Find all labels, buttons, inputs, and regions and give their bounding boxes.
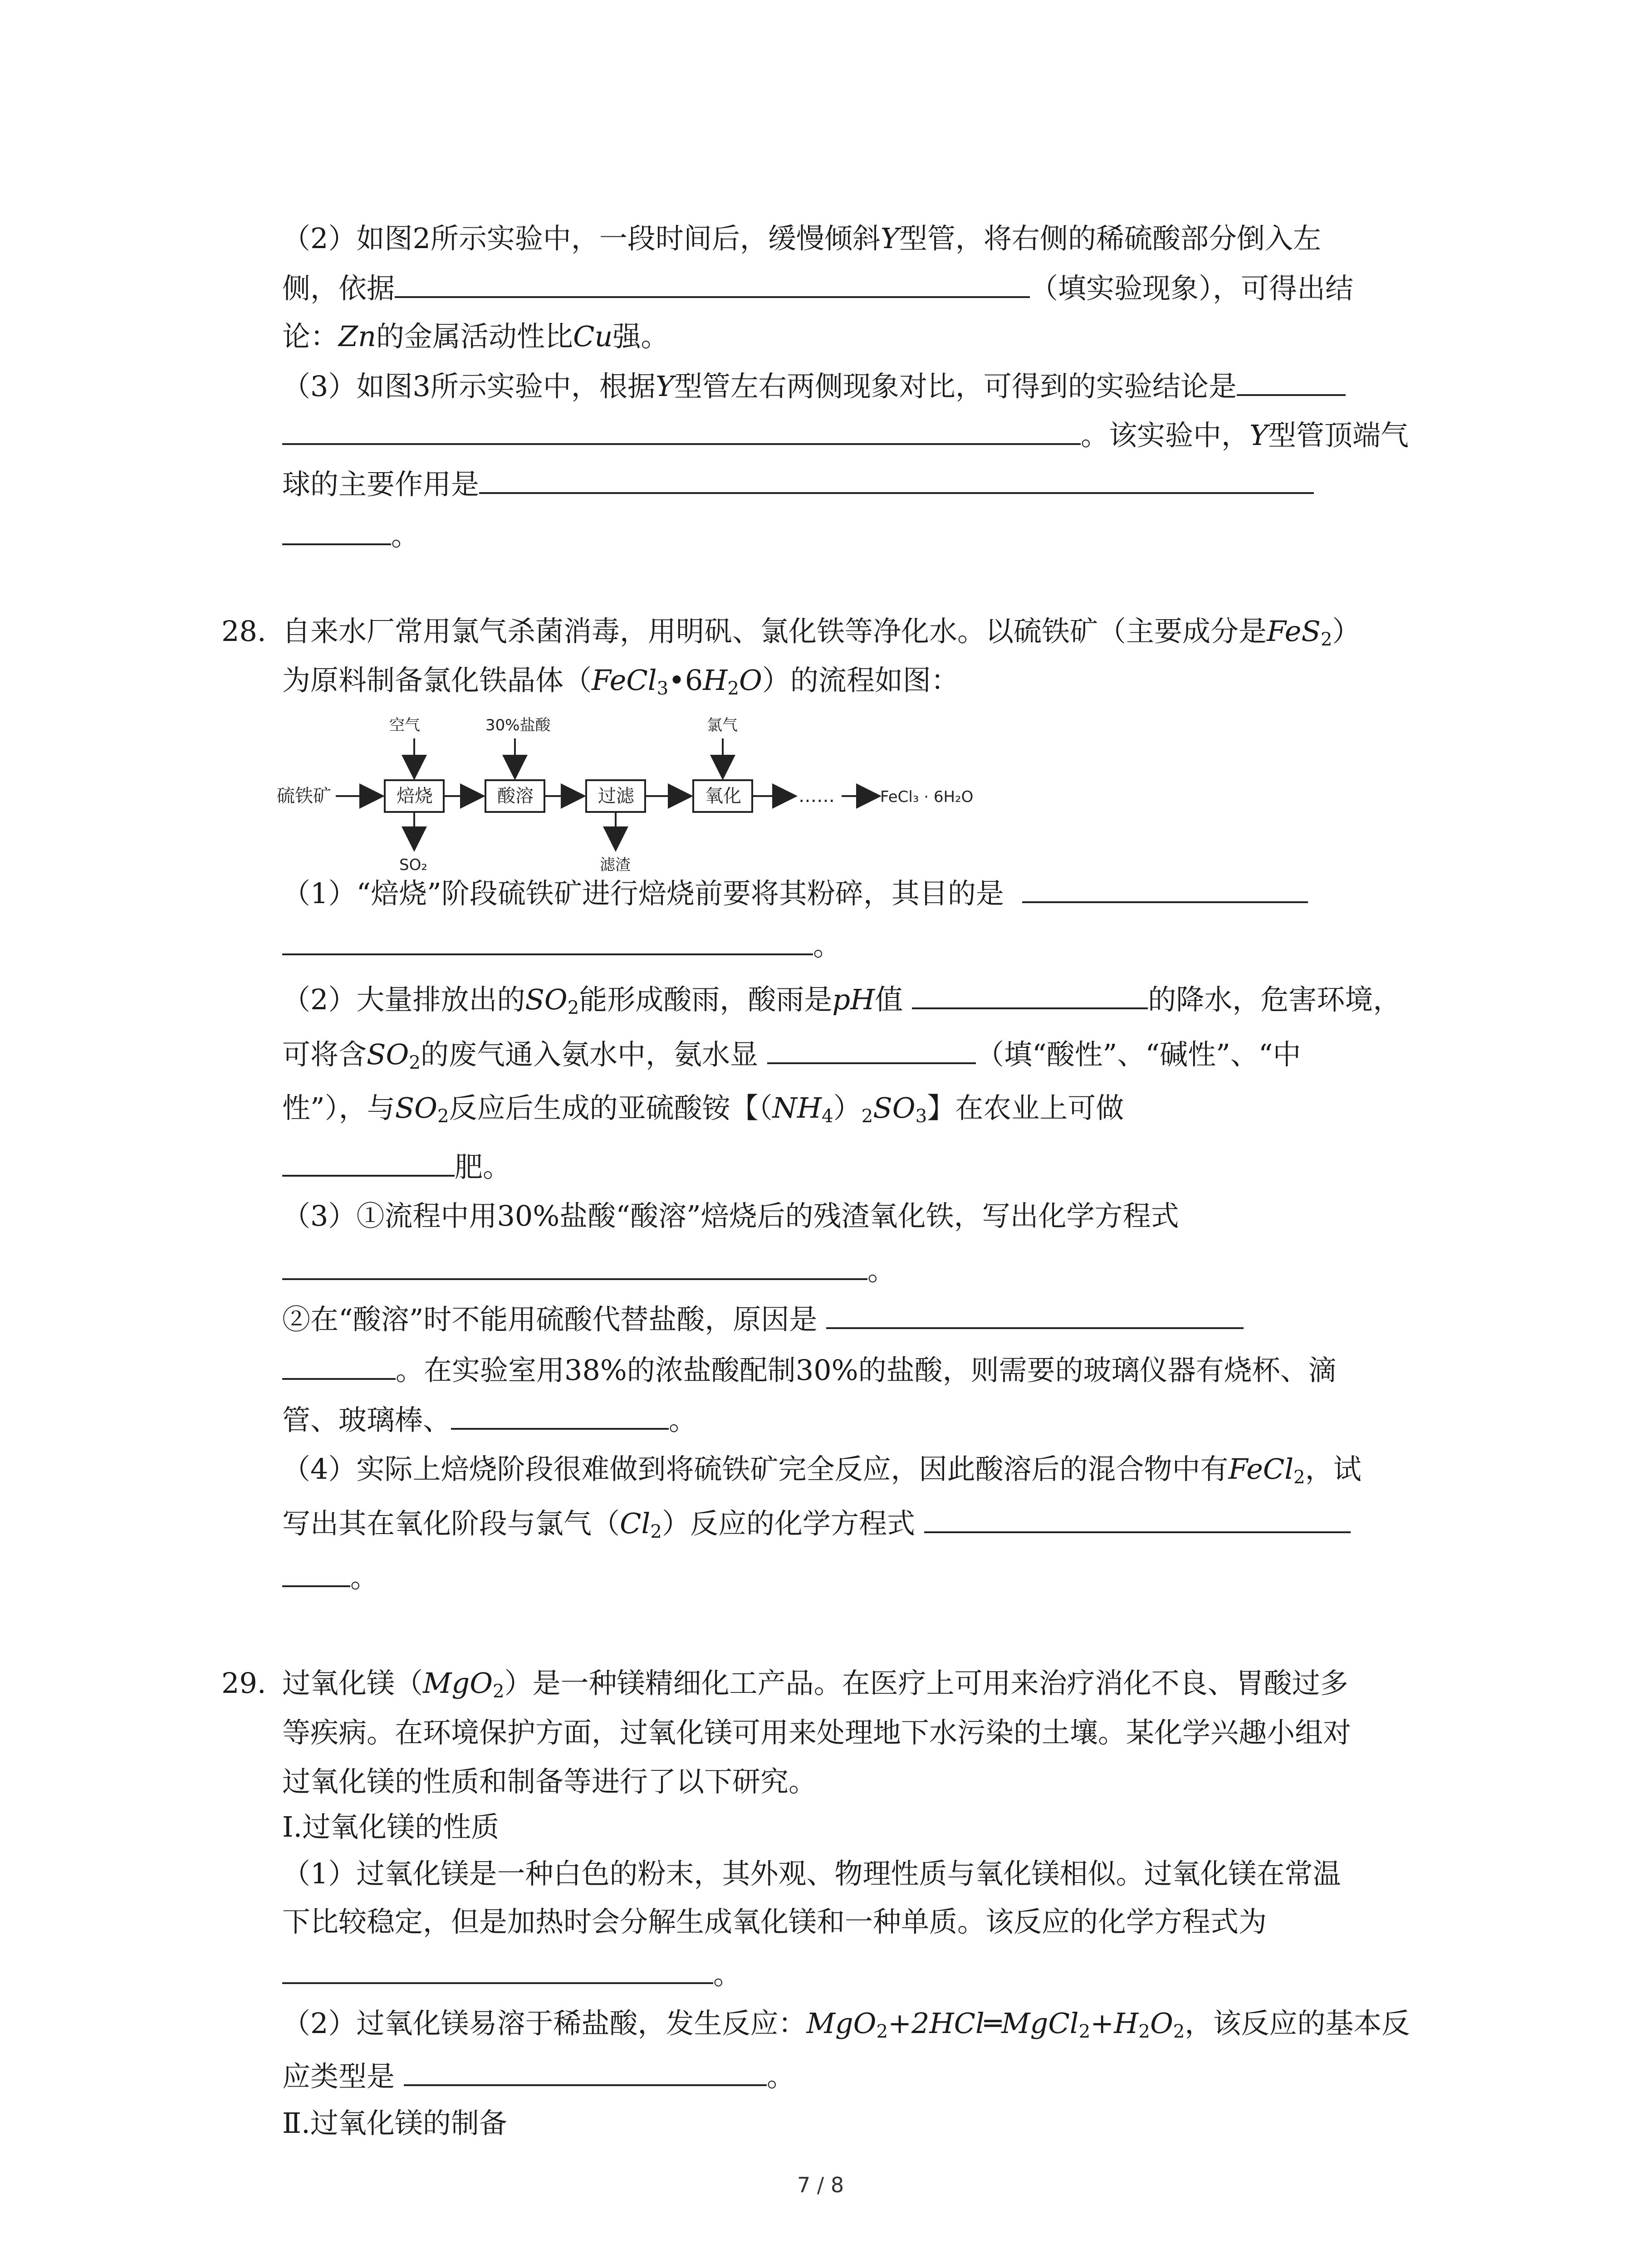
formula: Cu: [573, 320, 613, 353]
answer-blank[interactable]: [767, 1040, 976, 1064]
subscript: 2: [1138, 2021, 1150, 2043]
q28-part3-line1: [282, 1199, 1179, 1232]
subscript: 2: [1173, 2021, 1185, 2043]
q29-intro-line1: [282, 1669, 1348, 1701]
formula: +2HCl: [888, 2007, 985, 2040]
answer-blank[interactable]: [282, 1355, 396, 1380]
flow-output-so2: SO₂: [399, 856, 427, 874]
q29-section-2-heading: [282, 2107, 507, 2140]
formula: SO: [395, 1091, 438, 1124]
text: 。: [867, 1254, 896, 1287]
answer-blank[interactable]: [826, 1305, 1244, 1329]
q28-part3-line2: [282, 1256, 896, 1285]
q27-part2-line3: [282, 320, 669, 353]
text: •6: [668, 664, 703, 697]
answer-blank[interactable]: [912, 985, 1148, 1009]
answer-blank[interactable]: [282, 1960, 713, 1984]
text: 的金属活动性比: [376, 320, 573, 353]
subscript: 2: [727, 678, 739, 699]
text: 可将含: [282, 1038, 367, 1071]
answer-blank[interactable]: [395, 274, 1030, 298]
flow-output-residue: 滤渣: [600, 856, 631, 874]
text: 型管，将右侧的稀硫酸部分倒入左: [899, 222, 1321, 255]
text: （填实验现象），可得出结: [1030, 272, 1354, 305]
flow-box-label: 过滤: [598, 786, 634, 807]
q28-part4-line3: [282, 1563, 378, 1592]
flow-box-label: 氧化: [705, 786, 741, 807]
formula: SO: [367, 1038, 409, 1071]
page-number: 7 / 8: [797, 2173, 844, 2197]
text: 应类型是: [282, 2060, 395, 2093]
text: 的降水，危害环境，: [1148, 983, 1401, 1016]
q27-part2-line2: [282, 274, 1353, 303]
text: 。: [767, 2060, 795, 2093]
text: 反应后生成的亚硫酸铵【（: [449, 1091, 773, 1124]
formula: FeS: [1267, 615, 1321, 648]
q27-part2-line1: [282, 222, 1321, 255]
q27-part3-line2: [282, 420, 1409, 450]
formula: +H: [1090, 2007, 1139, 2040]
text: 写出其在氧化阶段与氯气（: [282, 1507, 620, 1540]
answer-blank[interactable]: [282, 420, 1081, 445]
formula: pH: [832, 983, 875, 1016]
text: （填“酸性”、“碱性”、“中: [975, 1038, 1301, 1071]
text: 管、玻璃棒、: [282, 1403, 451, 1437]
formula: Y: [655, 370, 674, 403]
subscript: 2: [1078, 2021, 1091, 2043]
q29-intro-line2: [282, 1716, 1352, 1749]
q28-part2-line3: [282, 1091, 1124, 1127]
q29-part1-line1: [282, 1857, 1341, 1890]
flow-box-label: 焙烧: [397, 786, 433, 807]
formula: MgO: [423, 1667, 493, 1700]
formula: FeCl: [1228, 1452, 1294, 1486]
text: 侧，依据: [282, 272, 395, 305]
text: 。: [813, 929, 842, 962]
subscript: 2: [437, 1105, 449, 1127]
q28-intro-line1: [282, 617, 1360, 649]
answer-blank[interactable]: [282, 521, 391, 545]
subscript: 2: [409, 1052, 421, 1074]
answer-blank[interactable]: [282, 1563, 350, 1587]
formula: H: [703, 664, 728, 697]
subscript: 2: [876, 2021, 888, 2043]
subscript: 2: [567, 997, 579, 1019]
q29-part2-line2: [282, 2062, 795, 2091]
text: 。: [713, 1958, 742, 1991]
q28-part2-line4: [282, 1152, 511, 1181]
answer-blank[interactable]: [282, 1256, 867, 1280]
flow-input-chlorine: 氯气: [707, 716, 738, 734]
q29-section-1-heading: [282, 1810, 500, 1843]
subscript: 2: [493, 1681, 505, 1702]
answer-blank[interactable]: [924, 1509, 1351, 1533]
question-number: 29.: [221, 1667, 266, 1700]
text: 强。: [612, 320, 669, 353]
formula: FeCl: [592, 664, 657, 697]
text: 过氧化镁（: [282, 1667, 423, 1700]
subscript: 2: [1293, 1466, 1305, 1488]
subscript: 2: [861, 1105, 873, 1127]
text: 球的主要作用是: [282, 468, 480, 501]
q28-part3-line4: [282, 1354, 1337, 1387]
text: 。: [669, 1403, 697, 1437]
text: 过氧化镁的性质和制备等进行了以下研究。: [282, 1765, 817, 1798]
q29-part1-line3: [282, 1960, 741, 1989]
text: 下比较稳定，但是加热时会分解生成氧化镁和一种单质。该反应的化学方程式为: [282, 1905, 1267, 1938]
subscript: 4: [822, 1105, 833, 1127]
text: 值: [875, 983, 903, 1016]
answer-blank[interactable]: [1237, 371, 1346, 396]
q29-part1-line2: [282, 1905, 1267, 1938]
subscript: 2: [650, 1521, 662, 1543]
text: ，该反应的基本反: [1185, 2007, 1410, 2040]
text: 】在农业上可做: [927, 1091, 1124, 1124]
flow-input-air: 空气: [389, 716, 420, 734]
q28-part4-line2: [282, 1509, 1351, 1541]
answer-blank[interactable]: [282, 931, 813, 955]
flow-start-label: 硫铁矿: [277, 786, 331, 807]
q27-part3-line3: [282, 469, 1314, 499]
answer-blank[interactable]: [282, 1152, 455, 1177]
flow-ellipsis: ……: [798, 786, 835, 807]
text: ②在“酸溶”时不能用硫酸代替盐酸，原因是: [282, 1303, 818, 1336]
formula: Zn: [338, 320, 377, 353]
text: ）的流程如图：: [762, 664, 959, 697]
text: （4）实际上焙烧阶段很难做到将硫铁矿完全反应，因此酸溶后的混合物中有: [282, 1452, 1229, 1486]
text: 为原料制备氯化铁晶体（: [282, 664, 592, 697]
formula: O: [739, 664, 762, 697]
text: 论：: [282, 320, 339, 353]
q27-part3-line4: [282, 521, 419, 550]
answer-blank[interactable]: [479, 469, 1314, 494]
formula: Cl: [620, 1507, 651, 1540]
text: （1）“焙烧”阶段硫铁矿进行焙烧前要将其粉碎，其目的是: [282, 877, 1004, 910]
answer-blank[interactable]: [451, 1405, 669, 1430]
q29-intro-line3: [282, 1765, 817, 1798]
text: ）: [833, 1091, 862, 1124]
answer-blank[interactable]: [1022, 879, 1308, 903]
text: 能形成酸雨，酸雨是: [579, 983, 833, 1016]
text: 。: [391, 519, 420, 552]
text: 肥。: [455, 1150, 511, 1183]
text: （2）过氧化镁易溶于稀盐酸，发生反应：: [282, 2007, 807, 2040]
formula: Y: [1249, 419, 1268, 452]
text: ）反应的化学方程式: [661, 1507, 915, 1540]
text: 等疾病。在环境保护方面，过氧化镁可用来处理地下水污染的土壤。某化学兴趣小组对: [282, 1716, 1352, 1749]
text: 的废气通入氨水中，氨水显: [420, 1038, 758, 1071]
text: （3）①流程中用30%盐酸“酸溶”焙烧后的残渣氧化铁，写出化学方程式: [282, 1199, 1179, 1232]
text: 。: [350, 1561, 379, 1594]
text: 。该实验中，: [1081, 419, 1250, 452]
q28-intro-line2: [282, 666, 959, 698]
text: 。在实验室用38%的浓盐酸配制30%的盐酸，则需要的玻璃仪器有烧杯、滴: [396, 1354, 1337, 1387]
q28-part1-line1: [282, 879, 1308, 908]
flow-product-label: FeCl₃ · 6H₂O: [880, 788, 974, 806]
answer-blank[interactable]: [404, 2062, 767, 2086]
subscript: 3: [915, 1105, 927, 1127]
formula: SO: [525, 983, 568, 1016]
process-flow-diagram: [272, 712, 1043, 885]
text: 自来水厂常用氯气杀菌消毒，用明矾、氯化铁等净化水。以硫铁矿（主要成分是: [282, 615, 1267, 648]
flow-box-label: 酸溶: [497, 786, 534, 807]
text: （1）过氧化镁是一种白色的粉末，其外观、物理性质与氧化镁相似。过氧化镁在常温: [282, 1857, 1341, 1890]
subscript: 2: [1320, 629, 1332, 650]
text: （2）如图2所示实验中，一段时间后，缓慢倾斜: [282, 222, 881, 255]
text: 性”），与: [282, 1091, 395, 1124]
q28-part2-line1: [282, 985, 1401, 1017]
text: ）: [1332, 615, 1361, 648]
text: Ⅱ.过氧化镁的制备: [282, 2107, 507, 2140]
text: ）是一种镁精细化工产品。在医疗上可用来治疗消化不良、胃酸过多: [504, 1667, 1348, 1700]
text: （2）大量排放出的: [282, 983, 525, 1016]
text: ，试: [1305, 1452, 1362, 1486]
q29-part2-line1: [282, 2009, 1410, 2041]
equals-sign: ═: [984, 2007, 1002, 2040]
text: 型管顶端气: [1268, 419, 1409, 452]
subscript: 3: [656, 678, 669, 699]
formula: NH: [772, 1091, 822, 1124]
formula: MgCl: [1001, 2007, 1079, 2040]
q28-part2-line2: [282, 1040, 1301, 1072]
q27-part3-line1: [282, 371, 1346, 401]
question-number: 28.: [221, 615, 266, 648]
formula: MgO: [806, 2007, 877, 2040]
q28-part4-line1: [282, 1452, 1362, 1488]
formula: O: [1150, 2007, 1173, 2040]
text: Ⅰ.过氧化镁的性质: [282, 1810, 500, 1843]
q28-part3-line5: [282, 1403, 697, 1437]
flow-input-hcl: 30%盐酸: [485, 716, 551, 734]
formula: SO: [873, 1091, 916, 1124]
q28-part1-line2: [282, 931, 841, 960]
formula: Y: [880, 222, 899, 255]
q28-part3-line3: [282, 1305, 1244, 1334]
text: （3）如图3所示实验中，根据: [282, 370, 656, 403]
text: 型管左右两侧现象对比，可得到的实验结论是: [674, 370, 1237, 403]
